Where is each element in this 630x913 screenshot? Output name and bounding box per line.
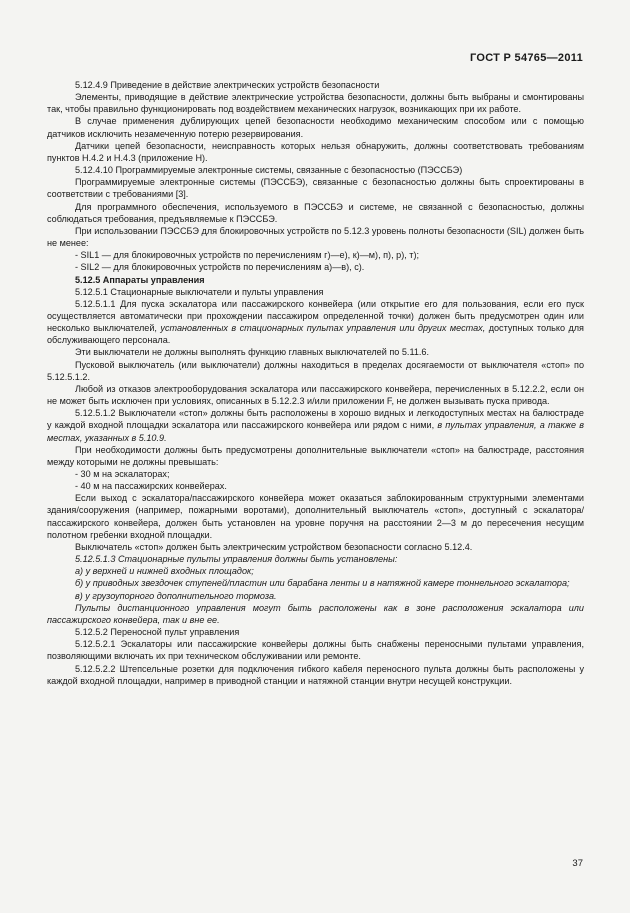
paragraph (47, 286, 584, 298)
paragraph (47, 274, 584, 286)
paragraph-text: 5.12.4.9 Приведение в действие электрических устройств безопасности (75, 80, 380, 90)
paragraph-text: При необходимости должны быть предусмотрены дополнительные выключатели «стоп» на балюстраде, расстояния между которыми не должны превышать: (47, 444, 584, 467)
paragraph-text: 5.12.4.10 Программируемые электронные системы, связанные с безопасностью (ПЭССБЭ) (75, 165, 463, 176)
paragraph (47, 565, 584, 577)
paragraph (47, 176, 584, 200)
paragraph-text: - 40 м на пассажирских конвейерах. (75, 481, 227, 492)
paragraph (47, 663, 584, 687)
paragraph (47, 468, 584, 480)
paragraph-text: а) у верхней и нижней входных площадок; (75, 566, 254, 577)
paragraph (47, 261, 584, 273)
paragraph-text: Если выход с эскалатора/пассажирского конвейера может оказаться заблокированным структурными элементами здания/сооружения (например, пожарными воротами), дополнительный выключатель «стоп», доступный с эскалатора/пассажирского конвейера, должен быть установлен на уровне поручня на расстоянии 2—3 м до пересечения несущим полотном гребенки входной площадки. (47, 493, 584, 540)
paragraph (47, 91, 584, 115)
paragraph-text: Пусковой выключатель (или выключатели) должны находиться в пределах досягаемости от выключателя «стоп» по 5.12.5.1.2. (47, 359, 584, 382)
document-body (47, 79, 584, 687)
paragraph-text: При использовании ПЭССБЭ для блокировочных устройств по 5.12.3 уровень полноты безопасности (SIL) должен быть не менее: (47, 225, 584, 249)
paragraph-text: - 30 м на эскалаторах; (75, 469, 170, 479)
paragraph-text: 5.12.5.2.1 Эскалаторы или пассажирские конвейеры должны быть снабжены переносными пультами управления, позволяющими включать их при техническом обслуживании или ремонте. (47, 639, 584, 662)
paragraph (47, 590, 584, 602)
paragraph-text: 5.12.5.1.2 Выключатели «стоп» должны быть расположены в хорошо видных и легкодоступных местах на балюстраде у каждой входной площадки эскалатора или пассажирского конвейера или рядом с ними, (47, 408, 584, 431)
paragraph (47, 79, 584, 91)
paragraph-italic-text: в пультах управления, а также в местах, указанных в 5.10.9. (47, 420, 584, 443)
paragraph-text: 5.12.5.1.3 Стационарные пульты управления должны быть установлены: (75, 554, 398, 565)
paragraph-text: 5.12.5.1.1 Для пуска эскалатора или пассажирского конвейера (или открытие его для пользования, если его пуск осуществляется автоматически при прохождении пассажиром определенной точки) должен быть предусмотрен один или несколько выключателей, (47, 298, 584, 334)
paragraph (47, 626, 584, 638)
paragraph (47, 407, 584, 443)
paragraph (47, 298, 584, 347)
paragraph (47, 383, 584, 407)
paragraph-text: В случае применения дублирующих цепей безопасности необходимо механическим способом или с помощью датчиков исключить незамеченную потерю резервирования. (47, 116, 584, 139)
paragraph (47, 577, 584, 589)
paragraph (47, 541, 584, 553)
paragraph-text: - SIL1 — для блокировочных устройств по перечислениям г)—е), к)—м), п), р), т); (75, 250, 419, 261)
paragraph-text: Выключатель «стоп» должен быть электрическим устройством безопасности согласно 5.12.4. (75, 541, 473, 552)
paragraph-text: 5.12.5.2 Переносной пульт управления (75, 627, 240, 638)
paragraph-text: в) у грузоупорного дополнительного тормоза. (75, 590, 277, 601)
paragraph (47, 201, 584, 225)
paragraph-text: Пульты дистанционного управления могут быть расположены как в зоне расположения эскалатора или пассажирского конвейера, так и вне ее. (47, 602, 584, 625)
paragraph-tail-text: доступных только для обслуживающего персонала. (47, 323, 584, 346)
paragraph (47, 444, 584, 468)
paragraph-text: - SIL2 — для блокировочных устройств по перечислениям а)—в), с). (75, 262, 365, 273)
paragraph-text: 5.12.5 Аппараты управления (75, 274, 205, 285)
paragraph (47, 480, 584, 492)
paragraph-italic-text: установленных в стационарных пультах управления или других местах, (156, 323, 486, 334)
paragraph (47, 346, 584, 358)
paragraph-text: Для программного обеспечения, используемого в ПЭССБЭ и системе, не связанной с безопасностью, должны соблюдаться требования, предъявляемые к ПЭССБЭ. (47, 201, 584, 224)
paragraph (47, 225, 584, 249)
paragraph-text: Датчики цепей безопасности, неисправность которых нельзя обнаружить, должны соответствовать требованиям пунктов Н.4.2 и Н.4.3 (приложение Н). (47, 140, 584, 163)
paragraph-text: 5.12.5.2.2 Штепсельные розетки для подключения гибкого кабеля переносного пульта должны быть расположены у каждой входной площадки, например в приводной станции и натяжной станции внутри несущей конструкции. (47, 663, 584, 686)
paragraph-text: Программируемые электронные системы (ПЭССБЭ), связанные с безопасностью должны быть спроектированы в соответствии с требованиями [3]. (47, 177, 584, 200)
paragraph-text: Эти выключатели не должны выполнять функцию главных выключателей по 5.11.6. (75, 347, 429, 358)
paragraph-text: Любой из отказов электрооборудования эскалатора или пассажирского конвейера, перечисленных в 5.12.2.2, если он не может быть исключен при условиях, описанных в 5.12.2.3 и/или приложении F, не должен вызывать пуска привода. (47, 383, 584, 407)
paragraph (47, 359, 584, 383)
paragraph (47, 553, 584, 565)
paragraph (47, 140, 584, 164)
paragraph (47, 602, 584, 626)
paragraph (47, 164, 584, 176)
paragraph (47, 638, 584, 662)
page-number: 37 (572, 858, 583, 869)
paragraph-text: б) у приводных звездочек ступеней/пластин или барабана ленты и в натяжной камере тоннельного эскалатора; (75, 578, 570, 589)
paragraph (47, 492, 584, 541)
paragraph (47, 115, 584, 139)
document-header: ГОСТ Р 54765—2011 (469, 52, 583, 64)
paragraph (47, 249, 584, 261)
paragraph-text: Элементы, приводящие в действие электрические устройства безопасности, должны быть выбраны и смонтированы так, чтобы правильно функционировать под воздействием механических нагрузок, возникающих при их работе. (47, 92, 584, 115)
paragraph-text: 5.12.5.1 Стационарные выключатели и пульты управления (75, 286, 324, 297)
